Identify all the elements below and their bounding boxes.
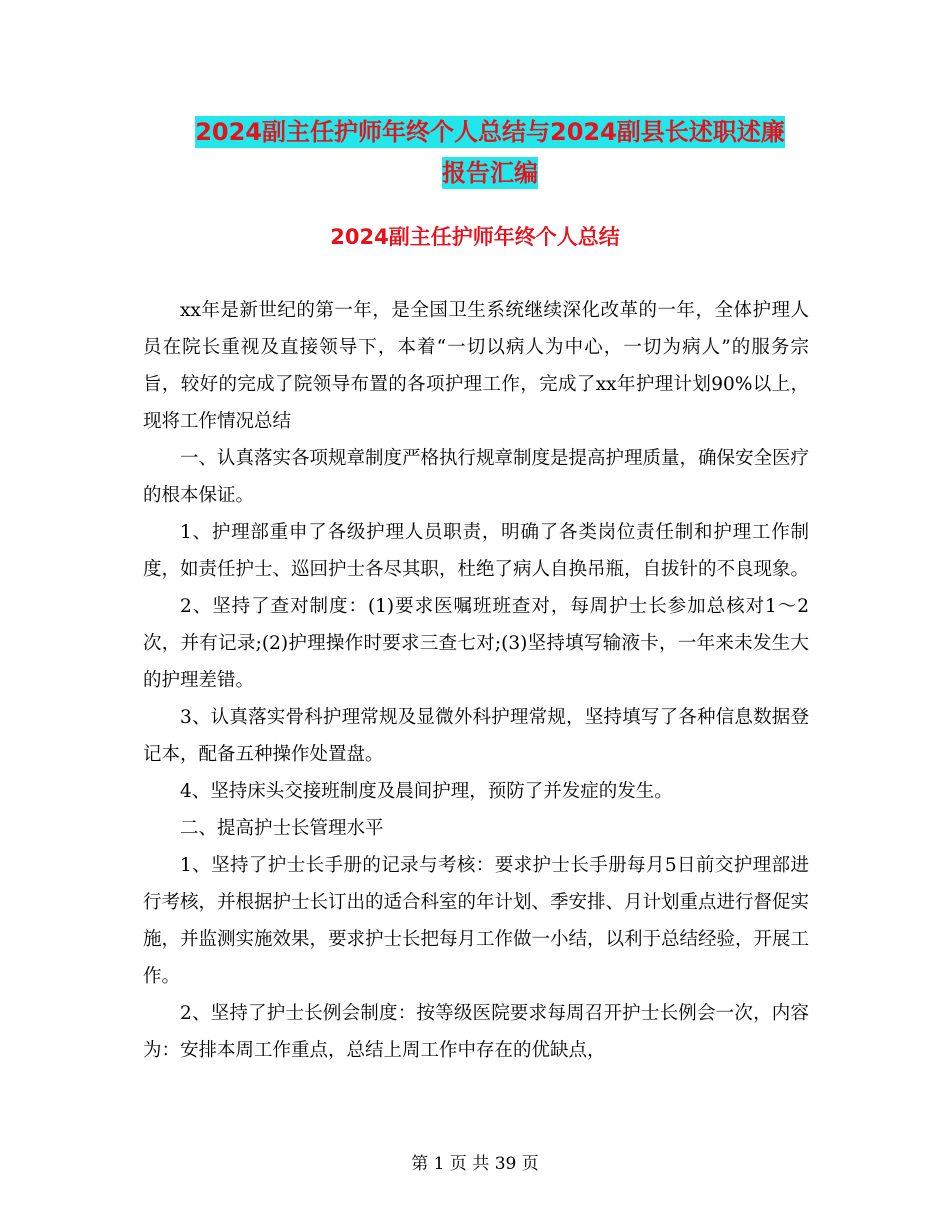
body-paragraph: 1、护理部重申了各级护理人员职责，明确了各类岗位责任制和护理工作制度，如责任护士、巡回护士各尽其职，杜绝了病人自换吊瓶，自拔针的不良现象。 xyxy=(143,522,810,580)
body-paragraph: xx年是新世纪的第一年，是全国卫生系统继续深化改革的一年，全体护理人员在院长重视及直接领导下，本着“一切以病人为中心，一切为病人”的服务宗旨，较好的完成了院领导布置的各项护理工作，完成了xx年护理计划90%以上，现将工作情况总结 xyxy=(143,300,809,432)
document-title xyxy=(150,112,830,194)
body-paragraph: 二、提高护士长管理水平 xyxy=(180,818,384,839)
page-footer: 第 1 页 共 39 页 xyxy=(411,1154,539,1174)
document-body xyxy=(143,292,809,1069)
body-paragraph: 2、坚持了护士长例会制度：按等级医院要求每周召开护士长例会一次，内容为：安排本周工作重点，总结上周工作中存在的优缺点， xyxy=(143,1003,809,1061)
body-paragraph: 1、坚持了护士长手册的记录与考核：要求护士长手册每月5日前交护理部进行考核，并根据护士长订出的适合科室的年计划、季安排、月计划重点进行督促实施，并监测实施效果，要求护士长把每月工作做一小结，以利于总结经验，开展工作。 xyxy=(143,855,810,987)
document-title-line-2: 报告汇编 xyxy=(442,159,538,187)
document-title-line-1: 2024副主任护师年终个人总结与2024副县长述职述廉 xyxy=(195,118,785,146)
body-paragraph: 4、坚持床头交接班制度及晨间护理，预防了并发症的发生。 xyxy=(180,781,673,802)
body-paragraph: 一、认真落实各项规章制度严格执行规章制度是提高护理质量，确保安全医疗的根本保证。 xyxy=(143,448,810,506)
section-title: 2024副主任护师年终个人总结 xyxy=(330,225,620,249)
body-paragraph: 2、坚持了查对制度：(1)要求医嘱班班查对，每周护士长参加总核对1～2次，并有记录;(2)护理操作时要求三查七对;(3)坚持填写输液卡，一年来未发生大的护理差错。 xyxy=(143,596,809,691)
body-paragraph: 3、认真落实骨科护理常规及显微外科护理常规，坚持填写了各种信息数据登记本，配备五种操作处置盘。 xyxy=(143,707,809,765)
